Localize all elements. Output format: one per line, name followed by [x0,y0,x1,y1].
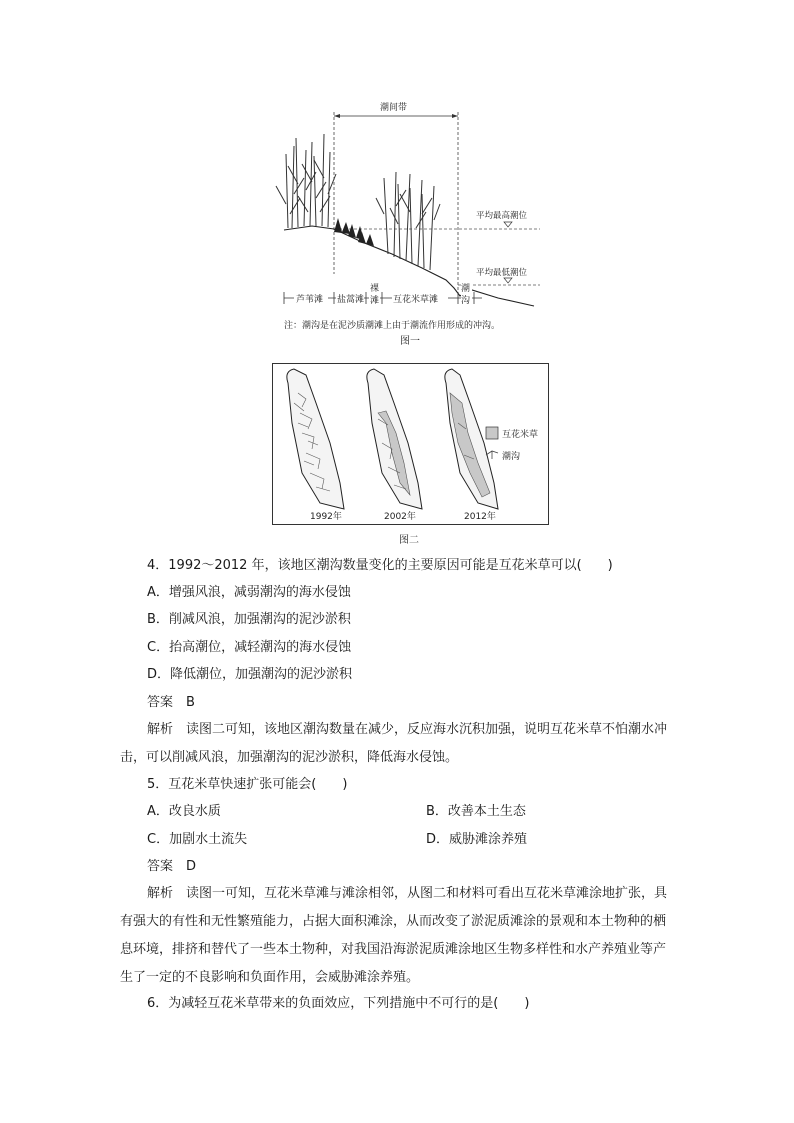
q5-analysis: 解析 读图一可知，互花米草滩与滩涂相邻，从图二和材料可看出互花米草滩涂地扩张，具有强大的有性和无性繁殖能力，占据大面积滩涂，从而改变了淤泥质滩涂的景观和本土物种的栖息环境，排挤和替代了一些本土物种，对我国沿海淤泥质滩涂地区生物多样性和水产养殖业等产生了一定的不良影响和负面作用，会威胁滩涂养殖。 [120,886,668,985]
spartina-plants [376,172,440,270]
zone-creek-label-1: 潮 [461,284,471,294]
q5-answer: 答案 D [147,859,197,874]
figure-1-note: 注：潮沟是在泥沙质潮滩上由于潮流作用形成的冲沟。 [284,321,501,331]
year-label-1992: 1992年 [310,512,342,522]
q5-option-d: D．威胁滩涂养殖 [426,832,528,847]
figure-2 [272,363,549,525]
year-label-2012: 2012年 [464,512,496,522]
figure-2-caption: 图二 [399,535,419,546]
mean-high-tide-label: 平均最高潮位 [476,211,528,221]
zone-creek-label-2: 沟 [461,296,471,306]
q4-analysis: 解析 读图二可知，该地区潮沟数量在减少，反应海水沉积加强，说明互花米草不怕潮水冲击，可以削减风浪，加强潮沟的泥沙淤积，降低海水侵蚀。 [120,722,668,765]
q4-answer: 答案 B [147,695,195,710]
q4-option-a: A．增强风浪，减弱潮沟的海水侵蚀 [147,585,351,600]
zone-spartina-label: 互花米草滩 [393,295,439,305]
reed-plants [276,134,336,228]
q5-option-c: C．加剧水土流失 [147,832,248,847]
year-label-2002: 2002年 [384,512,416,522]
zone-bare-label-2: 滩 [370,296,380,306]
creek-maps [272,363,549,525]
tidal-profile-diagram [272,94,548,346]
figure-1 [272,94,548,346]
q4-stem: 4．1992～2012 年，该地区潮沟数量变化的主要原因可能是互花米草可以( ) [147,558,613,573]
suaeda-plants [334,218,374,246]
q6-stem: 6．为减轻互花米草带来的负面效应，下列措施中不可行的是( ) [147,996,530,1011]
q4-option-c: C．抬高潮位，减轻潮沟的海水侵蚀 [147,640,352,655]
zone-reed-label: 芦苇滩 [296,295,324,305]
legend-spartina-label: 互花米草 [502,430,539,440]
legend-creek-label: 潮沟 [502,452,521,462]
figure-1-caption: 图一 [400,336,420,347]
q4-option-d: D．降低潮位，加强潮沟的泥沙淤积 [147,667,353,682]
legend-spartina-swatch [486,427,498,439]
intertidal-label: 潮间带 [380,103,408,113]
q5-stem: 5．互花米草快速扩张可能会( ) [147,777,348,792]
zone-bare-label-1: 裸 [370,284,380,294]
q5-option-a: A．改良水质 [147,804,221,819]
q5-option-b: B．改善本土生态 [426,804,526,819]
zone-suaeda-label: 盐蒿滩 [337,295,365,305]
mean-low-tide-label: 平均最低潮位 [476,268,528,278]
q4-option-b: B．削减风浪，加强潮沟的泥沙淤积 [147,612,351,627]
